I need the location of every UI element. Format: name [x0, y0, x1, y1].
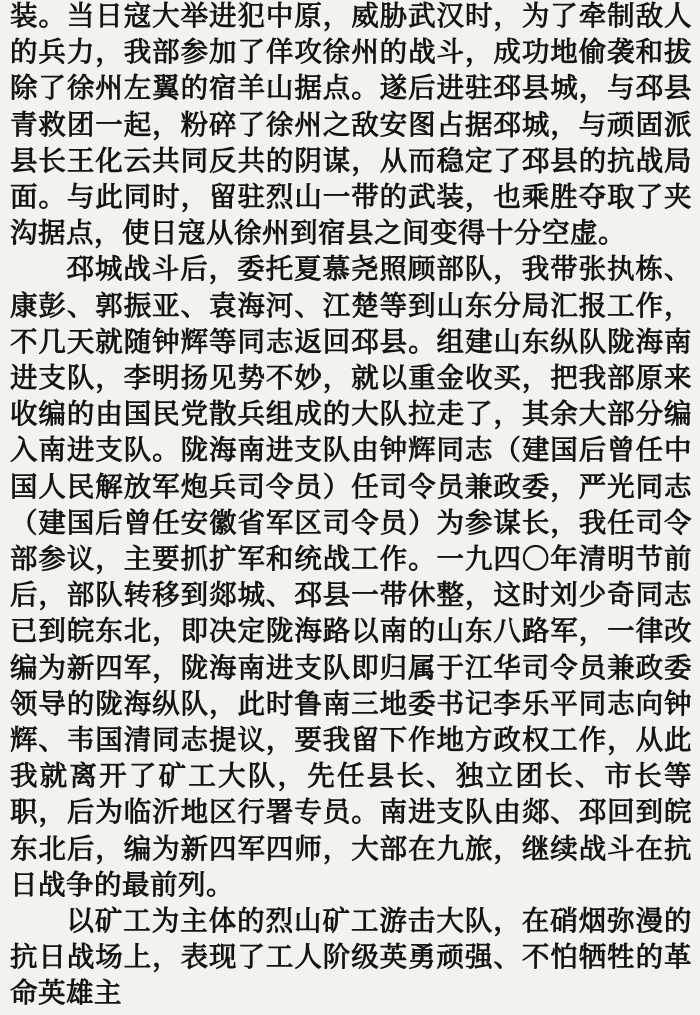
paragraph-2: 邳城战斗后，委托夏慕尧照顾部队，我带张执栋、康彭、郭振亚、袁海河、江楚等到山东分局汇报工作，不几天就随钟辉等同志返回邳县。组建山东纵队陇海南进支队，李明扬见势不妙，就以重金收买，把我部原来收编的由国民党散兵组成的大队拉走了，其余大部分编入南进支队。陇海南进支队由钟辉同志（建国后曾任中国人民解放军炮兵司令员）任司令员兼政委，严光同志（建国后曾任安徽省军区司令员）为参谋长，我任司令部参议，主要抓扩军和统战工作。一九四〇年清明节前后，部队转移到郯城、邳县一带休整，这时刘少奇同志已到皖东北，即决定陇海路以南的山东八路军，一律改编为新四军，陇海南进支队即归属于江华司令员兼政委领导的陇海纵队，此时鲁南三地委书记李乐平同志向钟辉、韦国清同志提议，要我留下作地方政权工作，从此我就离开了矿工大队，先任县长、独立团长、市长等职，后为临沂地区行署专员。南进支队由郯、邳回到皖东北后，编为新四军四师，大部在九旅，继续战斗在抗日战争的最前列。: [10, 253, 692, 901]
paragraph-1: 装。当日寇大举进犯中原，威胁武汉时，为了牵制敌人的兵力，我部参加了佯攻徐州的战斗，成功地偷袭和拔除了徐州左翼的宿羊山据点。遂后进驻邳县城，与邳县青救团一起，粉碎了徐州之敌安图占据邳城，与顽固派县长王化云共同反共的阴谋，从而稳定了邳县的抗战局面。与此同时，留驻烈山一带的武装，也乘胜夺取了夹沟据点，使日寇从徐州到宿县之间变得十分空虚。: [10, 0, 692, 250]
paragraph-3: 以矿工为主体的烈山矿工游击大队，在硝烟弥漫的抗日战场上，表现了工人阶级英勇顽强、不怕牺牲的革命英雄主: [10, 905, 692, 1010]
